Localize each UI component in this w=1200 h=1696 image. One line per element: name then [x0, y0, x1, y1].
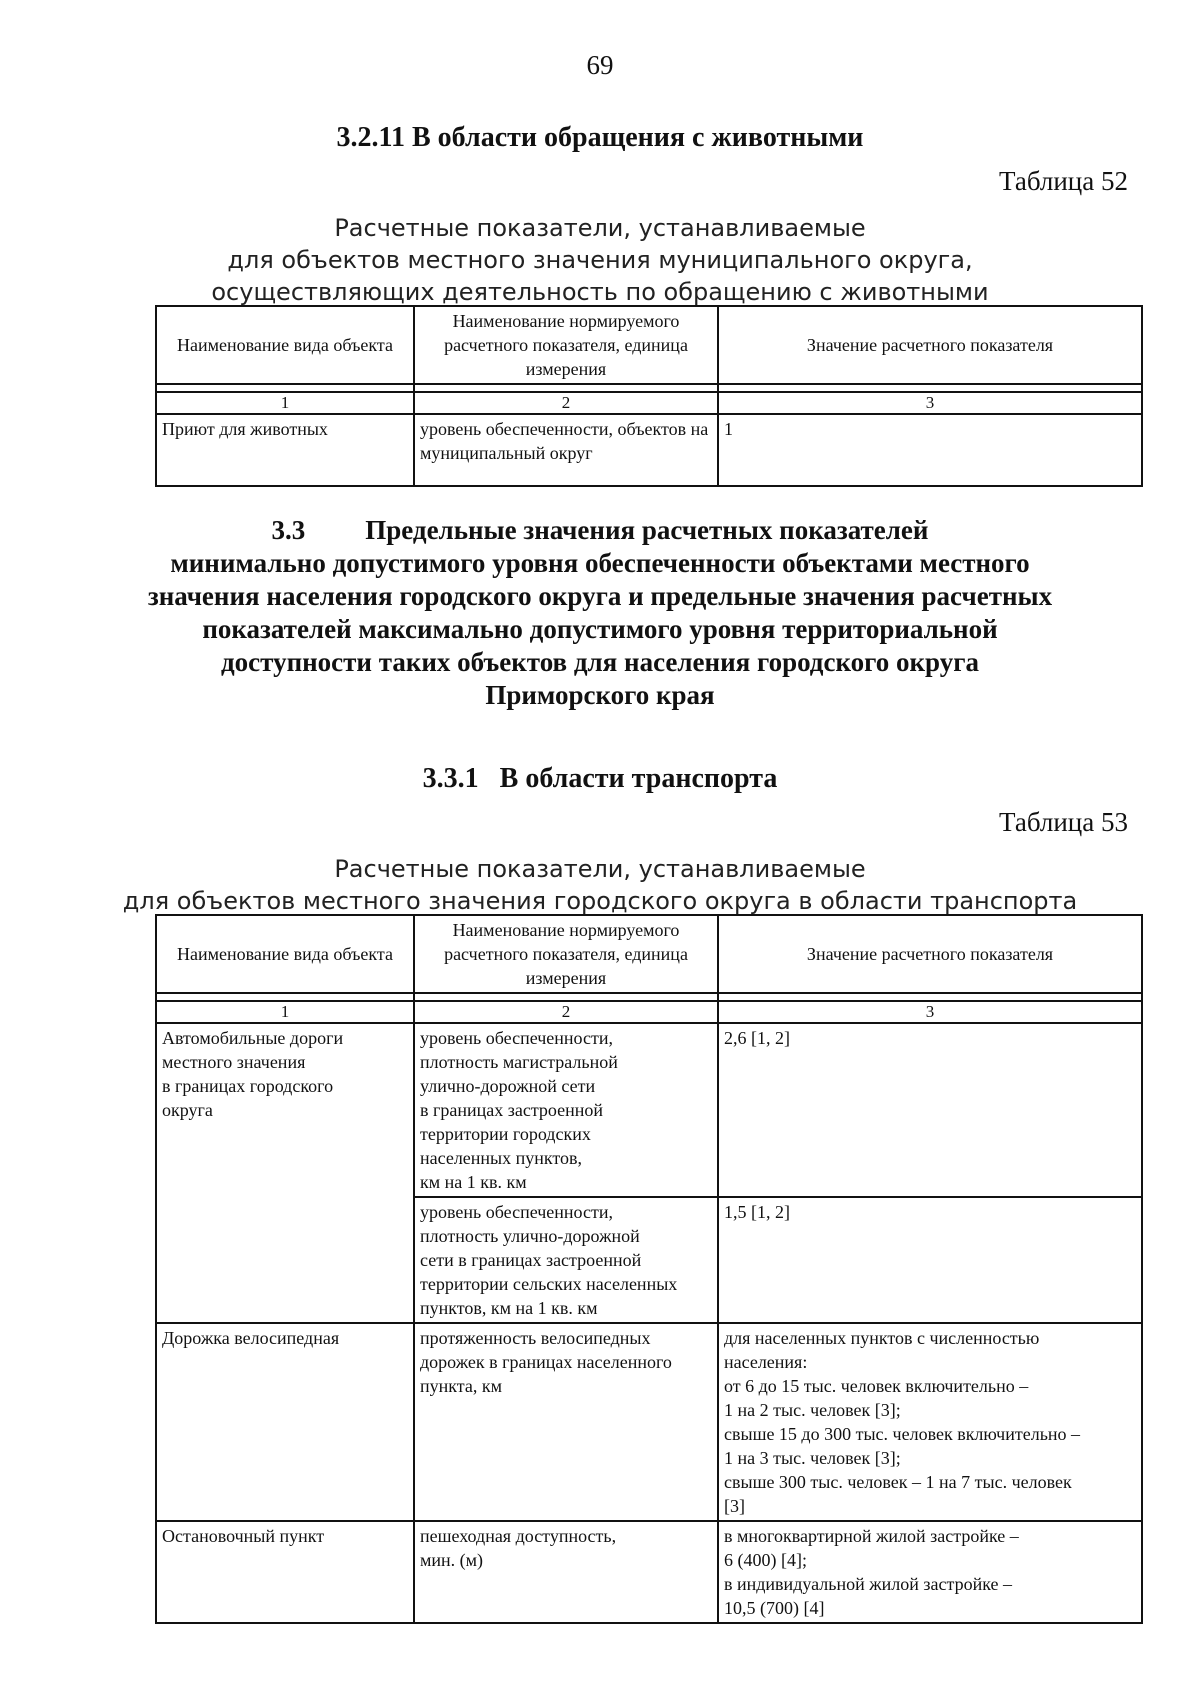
table-row	[156, 414, 1142, 486]
header-cell-2: Наименование нормируемого расчетного показателя, единица измерения	[414, 306, 718, 384]
section-heading-3-3-1: 3.3.1 В области транспорта	[422, 763, 778, 794]
column-number-3: 3	[718, 392, 1142, 414]
table-53-title-line-1: Расчетные показатели, устанавливаемые	[334, 855, 866, 883]
header-cell-1: Наименование вида объекта	[156, 306, 414, 384]
table-52-label: Таблица 52	[999, 166, 1128, 196]
object-name-cell: Дорожка велосипедная	[156, 1323, 414, 1521]
header-cell-3: Значение расчетного показателя	[718, 306, 1142, 384]
table-header-row	[156, 915, 1142, 993]
table-53-title	[0, 853, 1200, 917]
header-cell-3: Значение расчетного показателя	[718, 915, 1142, 993]
object-name-cell: Автомобильные дороги местного значения в границах городского округа	[156, 1023, 414, 1323]
table-header-row	[156, 306, 1142, 384]
value-cell: 1,5 [1, 2]	[718, 1197, 1142, 1323]
section-heading-3-3	[100, 514, 1100, 712]
table-53-title-line-2: для объектов местного значения городского округа в области транспорта	[122, 887, 1078, 915]
table-53-label: Таблица 53	[999, 807, 1128, 837]
section-heading-3-3-line-6: Приморского края	[485, 680, 715, 710]
section-number: 3.3	[271, 515, 306, 545]
table-52-title-line-2: для объектов местного значения муниципального округа,	[227, 246, 973, 274]
table-row	[156, 1023, 1142, 1197]
section-title: Предельные значения расчетных показателей	[365, 515, 929, 545]
value-cell: для населенных пунктов с численностью населения: от 6 до 15 тыс. человек включительно – 1 на 2 тыс. человек [3]; свыше 15 до 300 тыс. человек включительно – 1 на 3 тыс. человек [3]; свыше 300 тыс. человек – 1 на 7 тыс. человек [3]	[718, 1323, 1142, 1521]
table-52	[155, 305, 1143, 487]
indicator-cell: протяженность велосипедных дорожек в границах населенного пункта, км	[414, 1323, 718, 1521]
table-52-title-line-3: осуществляющих деятельность по обращению с животными	[211, 278, 989, 306]
indicator-cell: уровень обеспеченности, плотность магистральной улично-дорожной сети в границах застроенной территории городских населенных пунктов, км на 1 кв. км	[414, 1023, 718, 1197]
indicator-cell: уровень обеспеченности, плотность улично-дорожной сети в границах застроенной территории сельских населенных пунктов, км на 1 кв. км	[414, 1197, 718, 1323]
object-name-cell: Остановочный пункт	[156, 1521, 414, 1623]
table-52-title	[0, 212, 1200, 308]
column-number-2: 2	[414, 392, 718, 414]
header-cell-2: Наименование нормируемого расчетного показателя, единица измерения	[414, 915, 718, 993]
table-52-title-line-1: Расчетные показатели, устанавливаемые	[334, 214, 866, 242]
section-heading-3-3-line-3: значения населения городского округа и предельные значения расчетных	[147, 581, 1053, 611]
column-number-1: 1	[156, 1001, 414, 1023]
indicator-cell: пешеходная доступность, мин. (м)	[414, 1521, 718, 1623]
column-number-1: 1	[156, 392, 414, 414]
value-cell: в многоквартирной жилой застройке – 6 (400) [4]; в индивидуальной жилой застройке – 10,5 (700) [4]	[718, 1521, 1142, 1623]
column-number-3: 3	[718, 1001, 1142, 1023]
table-row	[156, 1323, 1142, 1521]
column-number-row	[156, 392, 1142, 414]
column-number-row	[156, 1001, 1142, 1023]
table-row	[156, 1521, 1142, 1623]
object-name-cell: Приют для животных	[156, 414, 414, 486]
section-heading-3-3-line-1	[100, 514, 1100, 547]
page-number: 69	[586, 50, 614, 80]
value-cell: 1	[718, 414, 1142, 486]
section-heading-3-2-11: 3.2.11 В области обращения с животными	[336, 122, 864, 153]
section-heading-3-3-line-5: доступности таких объектов для населения городского округа	[221, 647, 979, 677]
section-heading-3-3-line-4: показателей максимально допустимого уровня территориальной	[202, 614, 998, 644]
table-53	[155, 914, 1143, 1624]
section-heading-3-3-line-2: минимально допустимого уровня обеспеченности объектами местного	[170, 548, 1030, 578]
indicator-cell: уровень обеспеченности, объектов на муниципальный округ	[414, 414, 718, 486]
column-number-2: 2	[414, 1001, 718, 1023]
header-cell-1: Наименование вида объекта	[156, 915, 414, 993]
value-cell: 2,6 [1, 2]	[718, 1023, 1142, 1197]
